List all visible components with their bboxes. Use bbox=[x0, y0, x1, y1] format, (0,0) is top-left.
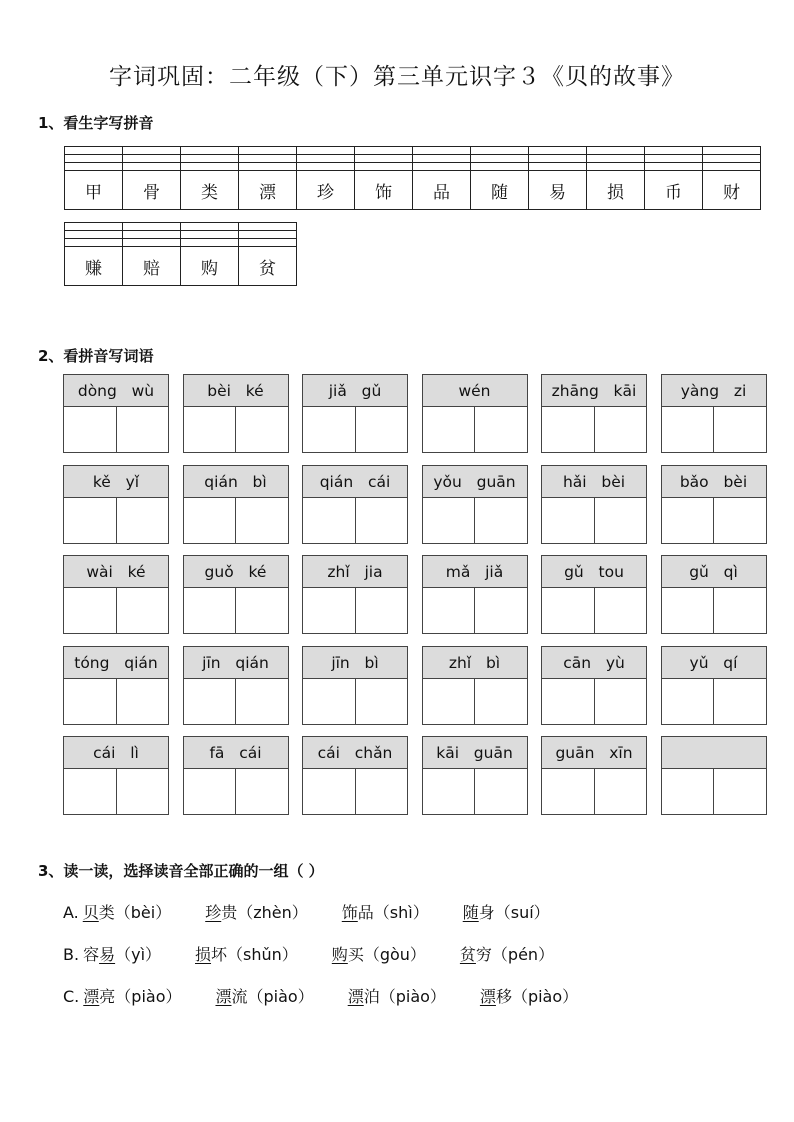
hanzi-character: 漂 bbox=[239, 171, 297, 210]
pinyin-label: jiǎ gǔ bbox=[303, 375, 407, 407]
word-card bbox=[661, 555, 767, 634]
pinyin-writing-line[interactable] bbox=[587, 147, 645, 155]
pinyin-writing-line[interactable] bbox=[123, 163, 181, 171]
character-writing-box[interactable] bbox=[116, 588, 169, 633]
hanzi-character: 类 bbox=[181, 171, 239, 210]
character-writing-box[interactable] bbox=[662, 769, 714, 814]
underlined-character: 贝 bbox=[82, 903, 99, 922]
word-text: 容 bbox=[83, 945, 100, 964]
pinyin-label: zhǐ jia bbox=[303, 556, 407, 588]
character-writing-box[interactable] bbox=[303, 679, 355, 724]
pinyin-writing-line[interactable] bbox=[471, 147, 529, 155]
word-card bbox=[183, 374, 289, 453]
page-title: 字词巩固：二年级（下）第三单元识字３《贝的故事》 bbox=[109, 64, 685, 90]
character-writing-box[interactable] bbox=[594, 407, 647, 452]
word-card bbox=[63, 374, 169, 453]
character-writing-box[interactable] bbox=[594, 679, 647, 724]
pinyin-writing-line[interactable] bbox=[123, 239, 181, 247]
pinyin-label: cái lì bbox=[64, 737, 168, 769]
pinyin-writing-line[interactable] bbox=[123, 147, 181, 155]
character-writing-box[interactable] bbox=[594, 498, 647, 543]
pinyin-label bbox=[662, 737, 766, 769]
pinyin-writing-line[interactable] bbox=[703, 147, 761, 155]
word-with-reading bbox=[342, 900, 429, 923]
pinyin-writing-line[interactable] bbox=[587, 155, 645, 163]
pinyin-writing-line[interactable] bbox=[529, 147, 587, 155]
pinyin-label: yàng zi bbox=[662, 375, 766, 407]
word-card bbox=[302, 646, 408, 725]
character-writing-box[interactable] bbox=[235, 407, 288, 452]
word-card bbox=[541, 555, 647, 634]
word-card bbox=[422, 374, 528, 453]
hanzi-character: 币 bbox=[645, 171, 703, 210]
word-text: 身（suí） bbox=[478, 903, 550, 922]
character-writing-box[interactable] bbox=[542, 769, 594, 814]
word-with-reading bbox=[195, 942, 298, 965]
word-card bbox=[63, 646, 169, 725]
pinyin-writing-line[interactable] bbox=[239, 223, 297, 231]
underlined-character: 珍 bbox=[205, 903, 222, 922]
word-card bbox=[302, 736, 408, 815]
pinyin-writing-line[interactable] bbox=[181, 147, 239, 155]
character-writing-box[interactable] bbox=[184, 588, 236, 633]
underlined-character: 随 bbox=[462, 903, 479, 922]
choice-option[interactable] bbox=[63, 942, 588, 965]
character-writing-box[interactable] bbox=[474, 588, 527, 633]
pinyin-writing-line[interactable] bbox=[65, 147, 123, 155]
character-writing-box[interactable] bbox=[423, 769, 475, 814]
pinyin-label: tóng qián bbox=[64, 647, 168, 679]
hanzi-character: 购 bbox=[181, 247, 239, 286]
character-writing-box[interactable] bbox=[423, 588, 475, 633]
character-writing-box[interactable] bbox=[713, 498, 766, 543]
choice-option[interactable] bbox=[63, 984, 612, 1007]
underlined-character: 贫 bbox=[459, 945, 476, 964]
word-card bbox=[302, 465, 408, 544]
word-card bbox=[541, 465, 647, 544]
character-writing-box[interactable] bbox=[184, 679, 236, 724]
word-card bbox=[661, 465, 767, 544]
word-card bbox=[183, 465, 289, 544]
pinyin-writing-line[interactable] bbox=[239, 231, 297, 239]
underlined-character: 购 bbox=[331, 945, 348, 964]
pinyin-writing-line[interactable] bbox=[181, 155, 239, 163]
pinyin-label: qián cái bbox=[303, 466, 407, 498]
word-with-reading bbox=[83, 942, 161, 965]
pinyin-writing-line[interactable] bbox=[239, 163, 297, 171]
pinyin-writing-line[interactable] bbox=[297, 155, 355, 163]
underlined-character: 漂 bbox=[479, 987, 496, 1006]
pinyin-writing-line[interactable] bbox=[239, 239, 297, 247]
pinyin-writing-line[interactable] bbox=[355, 155, 413, 163]
pinyin-label: kāi guān bbox=[423, 737, 527, 769]
character-writing-box[interactable] bbox=[64, 588, 116, 633]
character-writing-box[interactable] bbox=[542, 407, 594, 452]
hanzi-character: 随 bbox=[471, 171, 529, 210]
pinyin-label: mǎ jiǎ bbox=[423, 556, 527, 588]
hanzi-character: 甲 bbox=[65, 171, 123, 210]
pinyin-writing-line[interactable] bbox=[645, 147, 703, 155]
pinyin-writing-line[interactable] bbox=[413, 147, 471, 155]
pinyin-label: yǒu guān bbox=[423, 466, 527, 498]
word-card bbox=[183, 555, 289, 634]
hanzi-character: 贫 bbox=[239, 247, 297, 286]
pinyin-writing-line[interactable] bbox=[123, 223, 181, 231]
character-writing-box[interactable] bbox=[713, 769, 766, 814]
character-writing-box[interactable] bbox=[303, 407, 355, 452]
pinyin-label: zhāng kāi bbox=[542, 375, 646, 407]
pinyin-writing-line[interactable] bbox=[65, 163, 123, 171]
character-writing-box[interactable] bbox=[64, 769, 116, 814]
pinyin-label: dòng wù bbox=[64, 375, 168, 407]
pinyin-label: bèi ké bbox=[184, 375, 288, 407]
hanzi-character: 饰 bbox=[355, 171, 413, 210]
pinyin-label: hǎi bèi bbox=[542, 466, 646, 498]
pinyin-label: cái chǎn bbox=[303, 737, 407, 769]
pinyin-label: jīn bì bbox=[303, 647, 407, 679]
pinyin-label: kě yǐ bbox=[64, 466, 168, 498]
character-writing-box[interactable] bbox=[235, 498, 288, 543]
pinyin-label: qián bì bbox=[184, 466, 288, 498]
pinyin-writing-line[interactable] bbox=[413, 163, 471, 171]
word-card bbox=[661, 736, 767, 815]
pinyin-grid-row-1 bbox=[64, 146, 761, 210]
underlined-character: 损 bbox=[195, 945, 212, 964]
word-card bbox=[422, 646, 528, 725]
pinyin-writing-line[interactable] bbox=[65, 155, 123, 163]
character-writing-box[interactable] bbox=[713, 588, 766, 633]
pinyin-writing-line[interactable] bbox=[529, 155, 587, 163]
character-writing-box[interactable] bbox=[594, 769, 647, 814]
character-writing-box[interactable] bbox=[64, 407, 116, 452]
pinyin-writing-line[interactable] bbox=[181, 239, 239, 247]
word-card bbox=[661, 374, 767, 453]
word-card bbox=[541, 736, 647, 815]
option-letter: B. bbox=[63, 945, 80, 964]
word-with-reading bbox=[215, 984, 313, 1007]
underlined-character: 饰 bbox=[341, 903, 358, 922]
pinyin-writing-line[interactable] bbox=[65, 223, 123, 231]
word-text: 类（bèi） bbox=[98, 903, 172, 922]
word-text: 贵（zhèn） bbox=[221, 903, 308, 922]
pinyin-label: guān xīn bbox=[542, 737, 646, 769]
pinyin-writing-line[interactable] bbox=[297, 147, 355, 155]
word-card bbox=[541, 646, 647, 725]
character-writing-box[interactable] bbox=[474, 769, 527, 814]
character-writing-box[interactable] bbox=[235, 588, 288, 633]
pinyin-label: cān yù bbox=[542, 647, 646, 679]
hanzi-character: 易 bbox=[529, 171, 587, 210]
character-writing-box[interactable] bbox=[116, 498, 169, 543]
character-writing-box[interactable] bbox=[355, 407, 408, 452]
word-text: 亮（piào） bbox=[99, 987, 182, 1006]
pinyin-label: fā cái bbox=[184, 737, 288, 769]
section-1-heading: 1、看生字写拼音 bbox=[38, 114, 154, 132]
pinyin-writing-line[interactable] bbox=[181, 223, 239, 231]
character-writing-box[interactable] bbox=[423, 498, 475, 543]
word-text: 流（piào） bbox=[231, 987, 314, 1006]
character-writing-box[interactable] bbox=[64, 679, 116, 724]
pinyin-label: zhǐ bì bbox=[423, 647, 527, 679]
word-card bbox=[63, 736, 169, 815]
character-writing-box[interactable] bbox=[474, 407, 527, 452]
character-writing-box[interactable] bbox=[355, 498, 408, 543]
word-text: 穷（pén） bbox=[475, 945, 555, 964]
underlined-character: 易 bbox=[99, 945, 116, 964]
pinyin-writing-line[interactable] bbox=[123, 155, 181, 163]
word-with-reading bbox=[205, 900, 308, 923]
pinyin-writing-line[interactable] bbox=[123, 231, 181, 239]
pinyin-writing-line[interactable] bbox=[645, 163, 703, 171]
word-card bbox=[63, 555, 169, 634]
word-with-reading bbox=[463, 900, 550, 923]
character-writing-box[interactable] bbox=[662, 679, 714, 724]
word-card bbox=[422, 555, 528, 634]
character-writing-box[interactable] bbox=[423, 679, 475, 724]
character-writing-box[interactable] bbox=[116, 769, 169, 814]
character-writing-box[interactable] bbox=[184, 769, 236, 814]
pinyin-writing-line[interactable] bbox=[703, 155, 761, 163]
choice-option[interactable] bbox=[63, 900, 584, 923]
pinyin-writing-line[interactable] bbox=[65, 239, 123, 247]
pinyin-label: gǔ tou bbox=[542, 556, 646, 588]
underlined-character: 漂 bbox=[215, 987, 232, 1006]
character-writing-box[interactable] bbox=[542, 679, 594, 724]
character-writing-box[interactable] bbox=[662, 588, 714, 633]
option-letter: C. bbox=[63, 987, 80, 1006]
character-writing-box[interactable] bbox=[713, 679, 766, 724]
pinyin-label: guǒ ké bbox=[184, 556, 288, 588]
word-with-reading bbox=[480, 984, 578, 1007]
pinyin-writing-line[interactable] bbox=[65, 231, 123, 239]
word-card bbox=[422, 736, 528, 815]
character-writing-box[interactable] bbox=[64, 498, 116, 543]
word-with-reading bbox=[83, 984, 181, 1007]
pinyin-label: jīn qián bbox=[184, 647, 288, 679]
hanzi-character: 损 bbox=[587, 171, 645, 210]
pinyin-label: bǎo bèi bbox=[662, 466, 766, 498]
character-writing-box[interactable] bbox=[303, 498, 355, 543]
pinyin-writing-line[interactable] bbox=[355, 147, 413, 155]
character-writing-box[interactable] bbox=[474, 498, 527, 543]
pinyin-writing-line[interactable] bbox=[181, 163, 239, 171]
hanzi-character: 骨 bbox=[123, 171, 181, 210]
pinyin-writing-line[interactable] bbox=[413, 155, 471, 163]
character-writing-box[interactable] bbox=[542, 498, 594, 543]
hanzi-character: 珍 bbox=[297, 171, 355, 210]
character-writing-box[interactable] bbox=[303, 769, 355, 814]
word-card bbox=[541, 374, 647, 453]
character-writing-box[interactable] bbox=[474, 679, 527, 724]
hanzi-character: 赔 bbox=[123, 247, 181, 286]
hanzi-character: 赚 bbox=[65, 247, 123, 286]
word-text: 品（shì） bbox=[357, 903, 429, 922]
word-card bbox=[661, 646, 767, 725]
character-writing-box[interactable] bbox=[116, 407, 169, 452]
word-text: （yì） bbox=[115, 945, 162, 964]
pinyin-label: wài ké bbox=[64, 556, 168, 588]
option-letter: A. bbox=[63, 903, 79, 922]
character-writing-box[interactable] bbox=[662, 498, 714, 543]
section-2-heading: 2、看拼音写词语 bbox=[38, 347, 154, 365]
pinyin-grid-row-2 bbox=[64, 222, 297, 286]
underlined-character: 漂 bbox=[83, 987, 100, 1006]
pinyin-writing-line[interactable] bbox=[239, 147, 297, 155]
character-writing-box[interactable] bbox=[662, 407, 714, 452]
character-writing-box[interactable] bbox=[355, 588, 408, 633]
word-card bbox=[183, 736, 289, 815]
hanzi-character: 财 bbox=[703, 171, 761, 210]
pinyin-writing-line[interactable] bbox=[239, 155, 297, 163]
pinyin-writing-line[interactable] bbox=[181, 231, 239, 239]
word-card bbox=[302, 555, 408, 634]
character-writing-box[interactable] bbox=[713, 407, 766, 452]
section-3-heading: 3、读一读，选择读音全部正确的一组（ ） bbox=[38, 862, 324, 880]
character-writing-box[interactable] bbox=[542, 588, 594, 633]
word-text: 移（piào） bbox=[495, 987, 579, 1006]
word-card bbox=[63, 465, 169, 544]
pinyin-writing-line[interactable] bbox=[703, 163, 761, 171]
character-writing-box[interactable] bbox=[355, 679, 408, 724]
word-with-reading bbox=[460, 942, 554, 965]
pinyin-label: yǔ qí bbox=[662, 647, 766, 679]
word-text: 买（gòu） bbox=[347, 945, 426, 964]
pinyin-writing-line[interactable] bbox=[471, 155, 529, 163]
word-card bbox=[422, 465, 528, 544]
pinyin-writing-line[interactable] bbox=[297, 163, 355, 171]
character-writing-box[interactable] bbox=[235, 679, 288, 724]
pinyin-writing-line[interactable] bbox=[587, 163, 645, 171]
word-with-reading bbox=[348, 984, 446, 1007]
word-card bbox=[183, 646, 289, 725]
character-writing-box[interactable] bbox=[594, 588, 647, 633]
pinyin-label: gǔ qì bbox=[662, 556, 766, 588]
pinyin-writing-line[interactable] bbox=[355, 163, 413, 171]
character-writing-box[interactable] bbox=[423, 407, 475, 452]
character-writing-box[interactable] bbox=[303, 588, 355, 633]
word-text: 泊（piào） bbox=[363, 987, 446, 1006]
underlined-character: 漂 bbox=[347, 987, 364, 1006]
pinyin-writing-line[interactable] bbox=[529, 163, 587, 171]
character-writing-box[interactable] bbox=[116, 679, 169, 724]
character-writing-box[interactable] bbox=[355, 769, 408, 814]
character-writing-box[interactable] bbox=[184, 498, 236, 543]
pinyin-writing-line[interactable] bbox=[645, 155, 703, 163]
hanzi-character: 品 bbox=[413, 171, 471, 210]
pinyin-writing-line[interactable] bbox=[471, 163, 529, 171]
character-writing-box[interactable] bbox=[184, 407, 236, 452]
word-with-reading bbox=[83, 900, 171, 923]
character-writing-box[interactable] bbox=[235, 769, 288, 814]
word-card bbox=[302, 374, 408, 453]
pinyin-label: wén bbox=[423, 375, 527, 407]
word-text: 坏（shǔn） bbox=[211, 945, 298, 964]
word-with-reading bbox=[332, 942, 426, 965]
